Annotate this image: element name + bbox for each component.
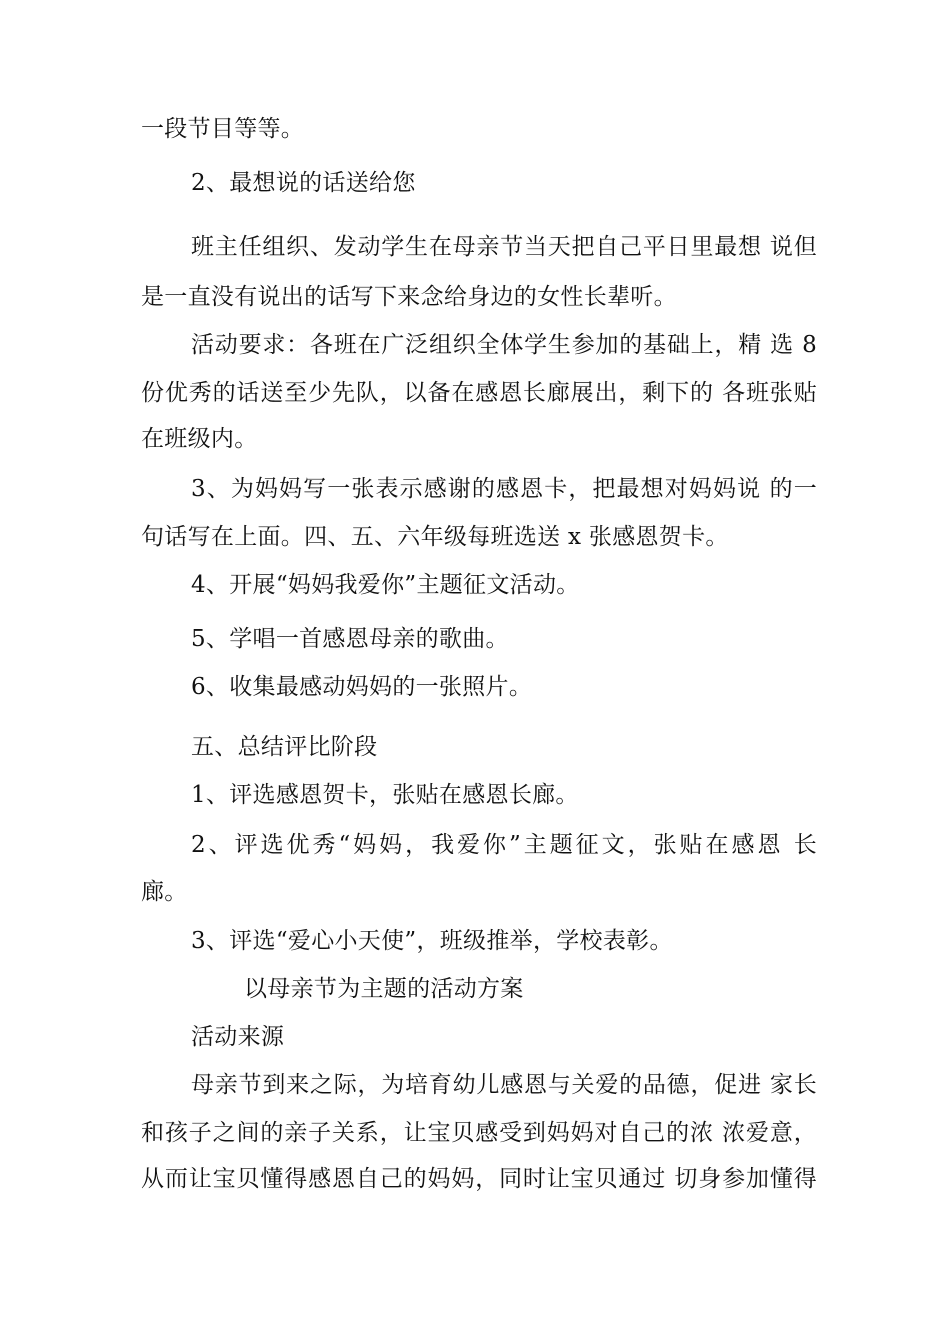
paragraph-line: 份优秀的话送至少先队，以备在感恩长廊展出，剩下的 各班张贴 [141, 380, 817, 406]
paragraph-line: 2、评选优秀“妈妈，我爱你”主题征文，张贴在感恩 长 [191, 832, 817, 858]
item-line: 5、学唱一首感恩母亲的歌曲。 [191, 626, 509, 652]
paragraph-line: 和孩子之间的亲子关系，让宝贝感受到妈妈对自己的浓 浓爱意， [141, 1120, 817, 1146]
paragraph-line: 活动要求：各班在广泛组织全体学生参加的基础上，精 选 8 [191, 332, 817, 358]
subsection-heading: 活动来源 [191, 1024, 285, 1050]
section-heading: 五、总结评比阶段 [191, 734, 378, 760]
item-line: 1、评选感恩贺卡，张贴在感恩长廊。 [191, 782, 579, 808]
paragraph-line: 从而让宝贝懂得感恩自己的妈妈，同时让宝贝通过 切身参加懂得 [141, 1166, 817, 1192]
item-line: 3、评选“爱心小天使”，班级推举，学校表彰。 [191, 928, 673, 954]
paragraph-line: 母亲节到来之际，为培育幼儿感恩与关爱的品德，促进 家长 [191, 1072, 817, 1098]
item-line: 6、收集最感动妈妈的一张照片。 [191, 674, 533, 700]
document-title: 以母亲节为主题的活动方案 [244, 976, 524, 1002]
paragraph-line: 廊。 [141, 879, 188, 905]
paragraph-line: 一段节目等等。 [141, 116, 305, 142]
paragraph-line: 是一直没有说出的话写下来念给身边的女性长辈听。 [141, 284, 677, 310]
paragraph-line: 班主任组织、发动学生在母亲节当天把自己平日里最想 说但 [191, 234, 817, 260]
paragraph-line: 在班级内。 [141, 426, 258, 452]
paragraph-line: 3、为妈妈写一张表示感谢的感恩卡，把最想对妈妈说 的一 [191, 476, 817, 502]
item-heading: 2、最想说的话送给您 [191, 170, 416, 196]
item-line: 4、开展“妈妈我爱你”主题征文活动。 [191, 572, 580, 598]
paragraph-line: 句话写在上面。四、五、六年级每班选送 x 张感恩贺卡。 [141, 524, 729, 550]
